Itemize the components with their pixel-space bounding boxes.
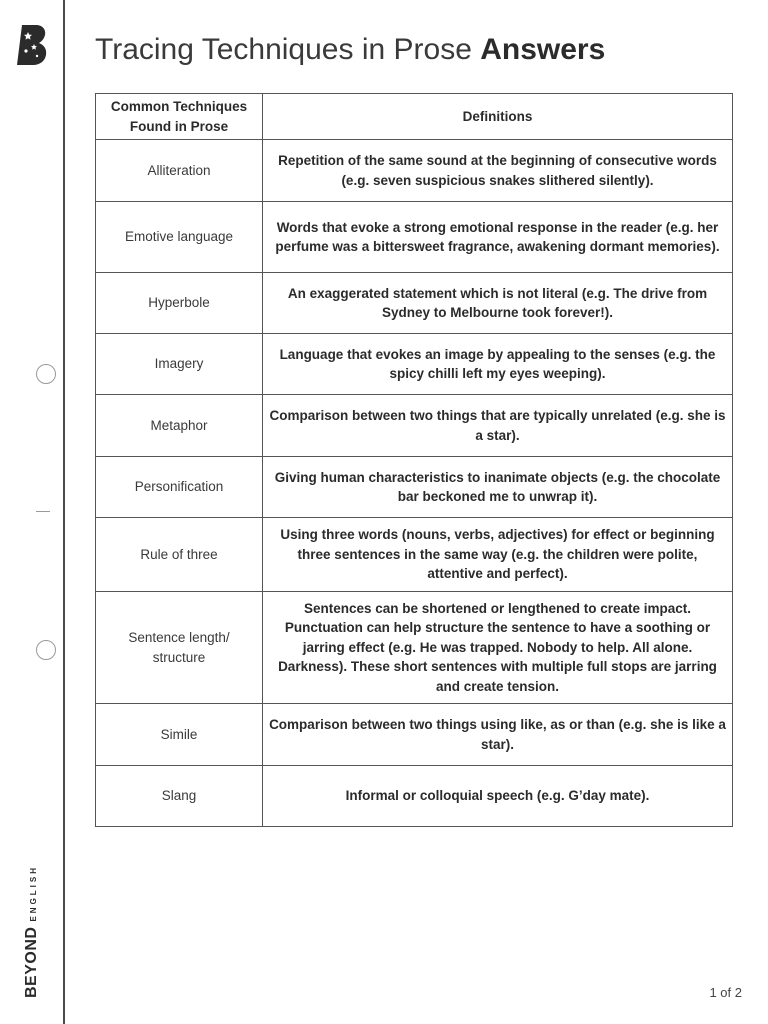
header-definition: Definitions [263,94,733,140]
page-title-bold: Answers [480,33,606,66]
table-row [96,202,733,273]
row-definition: Words that evoke a strong emotional response in the reader (e.g. her perfume was a bittersweet fragrance, awakening dormant memories). [263,202,733,273]
row-definition: Comparison between two things that are typically unrelated (e.g. she is a star). [263,395,733,457]
binder-hole-top [36,364,56,384]
row-definition: Sentences can be shortened or lengthened to create impact. Punctuation can help structure the sentence to have a soothing or jarring effect (e.g. He was trapped. Nobody to help. All alone. Darkness). These short sentences with multiple full stops are jarring and create tension. [263,592,733,704]
header-technique: Common Techniques Found in Prose [96,94,263,140]
row-definition: An exaggerated statement which is not literal (e.g. The drive from Sydney to Melbourne took forever!). [263,273,733,334]
row-term: Alliteration [96,140,263,202]
table-row [96,518,733,592]
table-row [96,766,733,827]
binder-hole-bottom [36,640,56,660]
row-definition: Giving human characteristics to inanimate objects (e.g. the chocolate bar beckoned me to unwrap it). [263,457,733,518]
table-row [96,140,733,202]
row-term: Emotive language [96,202,263,273]
row-definition: Repetition of the same sound at the beginning of consecutive words (e.g. seven suspicious snakes slithered silently). [263,140,733,202]
table-row [96,273,733,334]
row-term: Metaphor [96,395,263,457]
fold-tick-mark [36,511,50,512]
page-title-normal: Tracing Techniques in Prose [95,33,481,66]
row-definition: Informal or colloquial speech (e.g. G’day mate). [263,766,733,827]
page-title [95,33,605,67]
row-term: Rule of three [96,518,263,592]
row-term: Slang [96,766,263,827]
row-term: Simile [96,704,263,766]
row-definition: Language that evokes an image by appealing to the senses (e.g. the spicy chilli left my eyes weeping). [263,334,733,395]
beyond-logo-icon [16,24,50,66]
brand-primary: BEYOND [23,926,40,998]
row-definition: Using three words (nouns, verbs, adjectives) for effect or beginning three sentences in the same way (e.g. the children were polite, attentive and perfect). [263,518,733,592]
row-term: Personification [96,457,263,518]
table-header-row [96,94,733,140]
brand-secondary: ENGLISH [29,864,38,922]
table-row [96,457,733,518]
table-row [96,592,733,704]
brand-wordmark [23,865,41,998]
row-term: Hyperbole [96,273,263,334]
row-definition: Comparison between two things using like, as or than (e.g. she is like a star). [263,704,733,766]
page-number: 1 of 2 [709,985,742,1000]
table-row [96,334,733,395]
margin-line [63,0,65,1024]
techniques-table [95,93,733,827]
row-term: Sentence length/ structure [96,592,263,704]
table-row [96,395,733,457]
row-term: Imagery [96,334,263,395]
table-row [96,704,733,766]
